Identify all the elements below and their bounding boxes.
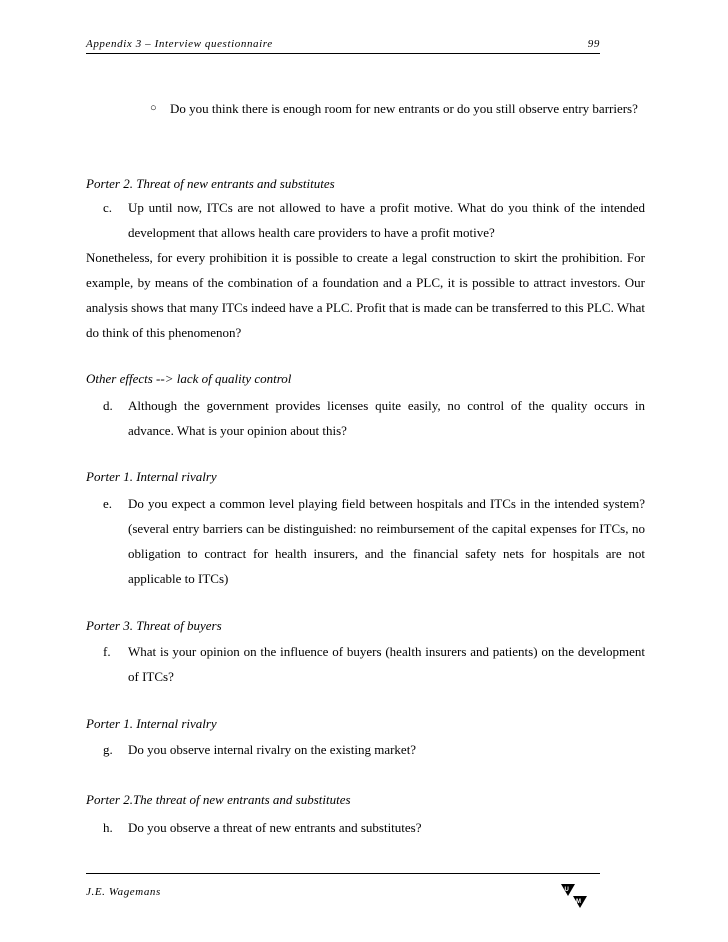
question-marker: c. [103,200,113,215]
question-d [103,393,645,443]
svg-text:M: M [576,899,581,905]
question-marker: d. [103,398,113,413]
question-f [103,639,645,689]
sub-bullet-text: Do you think there is enough room for new entrants or do you still observe entry barriers? [170,101,638,116]
section-heading-d: Other effects --> lack of quality control [86,371,292,386]
question-text: What is your opinion on the influence of buyers (health insurers and patients) on the development of ITCs? [128,644,645,684]
question-e [103,491,645,591]
page-footer [86,873,600,898]
section-heading-e: Porter 1. Internal rivalry [86,469,217,484]
question-c [103,195,645,245]
svg-text:U: U [564,887,569,893]
sub-bullet-item [127,96,645,121]
question-text: Although the government provides licenses quite easily, no control of the quality occurs in advance. What is your opinion about this? [128,398,645,438]
section-heading-h: Porter 2.The threat of new entrants and substitutes [86,792,351,807]
question-text: Do you observe internal rivalry on the existing market? [128,742,417,757]
page-header [86,38,600,54]
header-title: Appendix 3 – Interview questionnaire [86,38,273,50]
question-marker: e. [103,496,113,511]
question-marker: g. [103,742,113,757]
section-heading-c: Porter 2. Threat of new entrants and substitutes [86,176,335,191]
question-text: Do you observe a threat of new entrants and substitutes? [128,820,422,835]
section-heading-f: Porter 3. Threat of buyers [86,618,222,633]
question-marker: h. [103,820,113,835]
bullet-marker: ○ [150,102,157,114]
question-marker: f. [103,644,111,659]
page-number: 99 [587,38,600,50]
question-c-continuation: Nonetheless, for every prohibition it is possible to create a legal construction to skirt the prohibition. For example, by means of the combination of a foundation and a PLC, it is possible to attract investors. Our analysis shows that many ITCs indeed have a PLC. Profit that is made can be transferred to this PLC. What do think of this phenomenon? [86,250,646,340]
footer-author: J.E. Wagemans [86,886,161,898]
question-text: Up until now, ITCs are not allowed to have a profit motive. What do you think of the intended development that allows health care providers to have a profit motive? [128,200,645,240]
section-heading-g: Porter 1. Internal rivalry [86,716,217,731]
question-text: Do you expect a common level playing field between hospitals and ITCs in the intended system? (several entry barriers can be distinguished: no reimbursement of the capital expenses for ITCs, no obligation to contract for health insurers, and the financial safety nets for hospitals are not applicable to ITCs) [128,496,645,586]
question-h [103,815,645,840]
question-g [103,737,645,762]
university-logo [559,882,589,910]
